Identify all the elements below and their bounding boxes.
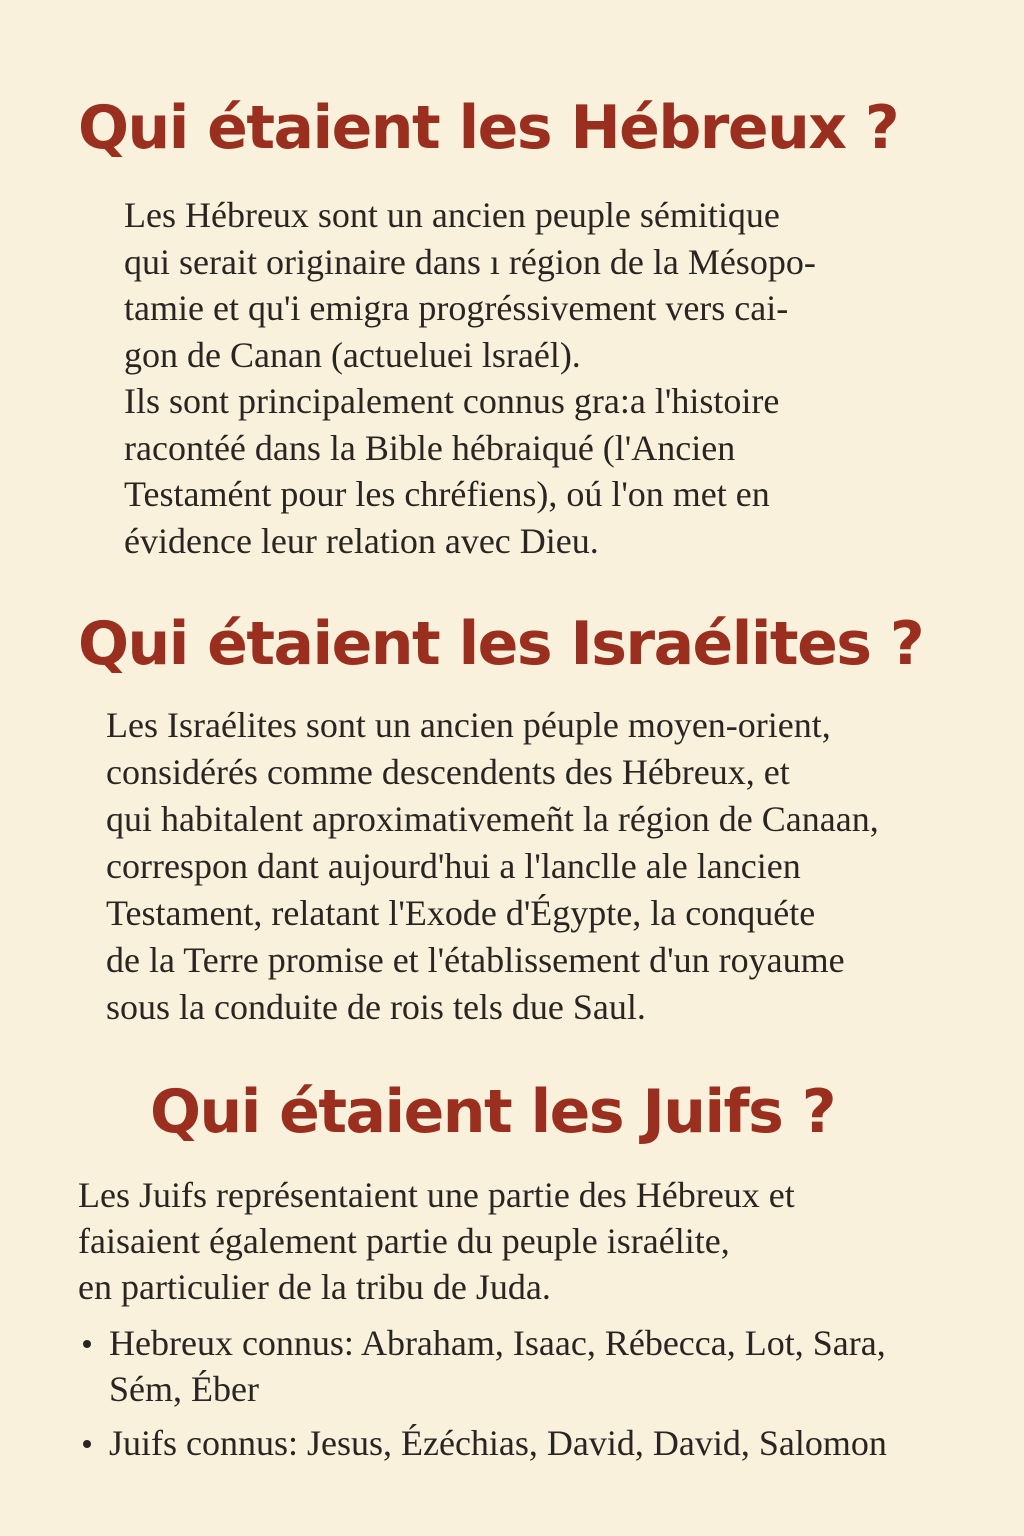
paragraph-line: Testamént pour les chréfiens), oú l'on met en bbox=[124, 474, 770, 514]
list-item-line: Hebreux connus: Abraham, Isaac, Rébecca, Lot, Sara, bbox=[109, 1323, 886, 1363]
list-item-text bbox=[109, 1320, 988, 1412]
bullet-dot-icon bbox=[83, 1340, 91, 1348]
known-figures-list bbox=[78, 1320, 988, 1474]
paragraph-line: en particulier de la tribu de Juda. bbox=[78, 1267, 551, 1307]
section-body-israelites bbox=[106, 702, 1006, 1031]
list-item bbox=[78, 1420, 988, 1466]
section-body-hebreux bbox=[124, 192, 1004, 564]
paragraph-line: Les Hébreux sont un ancien peuple sémitique bbox=[124, 195, 780, 235]
paragraph-line: évidence leur relation avec Dieu. bbox=[124, 520, 599, 561]
paragraph-line: Testament, relatant l'Exode d'Égypte, la conquéte bbox=[106, 893, 816, 933]
paragraph-line: racontéé dans la Bible hébraiqué (l'Ancien bbox=[124, 427, 736, 468]
paragraph-line: faisaient également partie du peuple israélite, bbox=[78, 1221, 730, 1261]
paragraph-line: qui serait originaire dans ı région de la Mésopo- bbox=[124, 241, 816, 282]
paragraph-line: tamie et qu'i emigra progréssivement vers cai- bbox=[124, 288, 789, 328]
paragraph-line: considérés comme descendents des Hébreux, et bbox=[106, 752, 790, 792]
section-title-hebreux: Qui étaient les Hébreux ? bbox=[78, 93, 899, 163]
section-title-juifs: Qui étaient les Juifs ? bbox=[150, 1077, 836, 1147]
list-item-text bbox=[109, 1420, 988, 1466]
paragraph-line: sous la conduite de rois tels due Saul. bbox=[106, 987, 646, 1027]
section-title-israelites: Qui étaient les Israélites ? bbox=[78, 609, 924, 679]
section-body-juifs bbox=[78, 1172, 978, 1310]
list-item bbox=[78, 1320, 988, 1412]
list-item-line: Sém, Éber bbox=[109, 1369, 259, 1409]
paragraph-line: Les Juifs représentaient une partie des Hébreux et bbox=[78, 1175, 795, 1215]
paragraph-line: Ils sont principalement connus gra:a l'histoire bbox=[124, 381, 780, 421]
paragraph-line: de la Terre promise et l'établissement d'un royaume bbox=[106, 940, 845, 980]
paragraph-line: correspon dant aujourd'hui a l'lanclle ale lancien bbox=[106, 846, 801, 886]
paragraph-line: gon de Canan (actueluei lsraél). bbox=[124, 334, 581, 375]
paragraph-line: qui habitalent aproximativemeñt la région de Canaan, bbox=[106, 799, 879, 839]
paragraph-line: Les Israélites sont un ancien péuple moyen-orient, bbox=[106, 705, 831, 745]
bullet-dot-icon bbox=[83, 1440, 91, 1448]
list-item-line: Juifs connus: Jesus, Ézéchias, David, David, Salomon bbox=[109, 1423, 887, 1463]
